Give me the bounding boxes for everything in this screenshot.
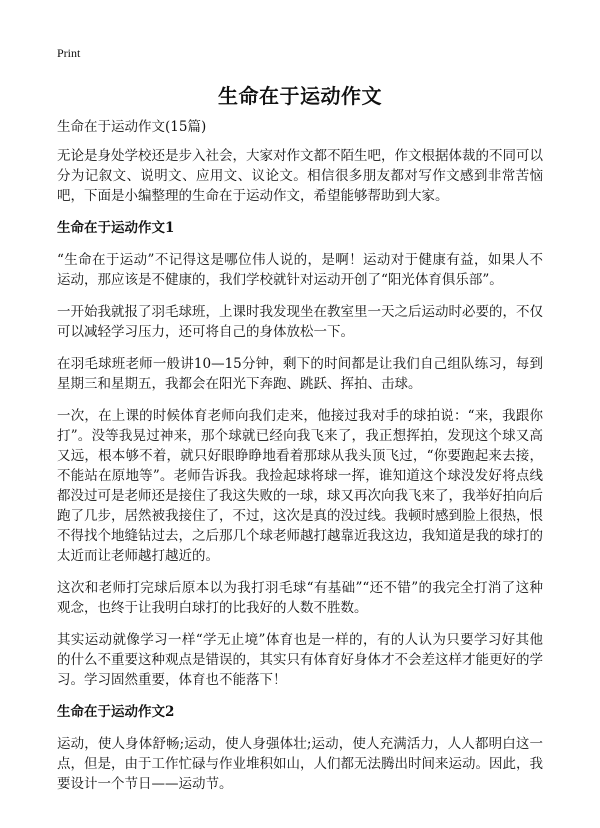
- intro-paragraph: 无论是身处学校还是步入社会，大家对作文都不陌生吧，作文根据体裁的不同可以分为记叙文、说明文、应用文、议论文。相信很多朋友都对写作文感到非常苦恼吧，下面是小编整理的生命在于运动作文，希望能够帮助到大家。: [57, 148, 543, 204]
- section-1-paragraph-2: 一开始我就报了羽毛球班，上课时我发现坐在教室里一天之后运动时必要的，不仅可以减轻学习压力，还可将自己的身体放松一下。: [57, 304, 543, 340]
- section-2-paragraph-1: 运动，使人身体舒畅;运动，使人身强体壮;运动，使人充满活力，人人都明白这一点，但是，由于工作忙碌与作业堆积如山，人们都无法腾出时间来运动。因此，我要设计一个节日——运动节。: [57, 736, 543, 792]
- article-body: [57, 117, 543, 806]
- print-label[interactable]: Print: [57, 46, 81, 60]
- section-2-heading: 生命在于运动作文2: [57, 704, 175, 720]
- page-title: 生命在于运动作文: [218, 84, 382, 108]
- section-1-paragraph-3: 在羽毛球班老师一般讲10—15分钟，剩下的时间都是让我们自己组队练习，每到星期三和星期五，我都会在阳光下奔跑、跳跃、挥拍、击球。: [57, 356, 543, 392]
- section-1-paragraph-5: 这次和老师打完球后原本以为我打羽毛球“有基础”“还不错”的我完全打消了这种观念，也终于让我明白球打的比我好的人数不胜数。: [57, 580, 543, 616]
- section-1-paragraph-4: 一次，在上课的时候体育老师向我们走来，他接过我对手的球拍说：“来，我跟你打”。没等我晃过神来，那个球就已经向我飞来了，我正想挥拍，发现这个球又高又远，根本够不着，就只好眼睁睁地看着那球从我头顶飞过，“你要跑起来去接，不能站在原地等”。老师告诉我。我捡起球将球一挥，谁知道这个球没发好将点线都没过可是老师还是接住了我这失败的一球，球又再次向我飞来了，我举好拍向后跑了几步，居然被我接住了，不过，这次是真的没过线。我顿时感到脸上很热，恨不得找个地缝钻过去，之后那几个球老师越打越靠近我这边，我知道是我的球打的太近而让老师越打越近的。: [57, 408, 543, 564]
- section-1-heading: 生命在于运动作文1: [57, 220, 175, 236]
- section-1-paragraph-6: 其实运动就像学习一样“学无止境”体育也是一样的，有的人认为只要学习好其他的什么不重要这种观点是错误的，其实只有体育好身体才不会差这样才能更好的学习。学习固然重要，体育也不能落下！: [57, 632, 543, 688]
- section-1-paragraph-1: “生命在于运动”不记得这是哪位伟人说的，是啊！运动对于健康有益，如果人不运动，那应该是不健康的，我们学校就针对运动开创了“阳光体育俱乐部”。: [57, 252, 543, 288]
- article-subtitle: 生命在于运动作文(15篇): [57, 119, 207, 135]
